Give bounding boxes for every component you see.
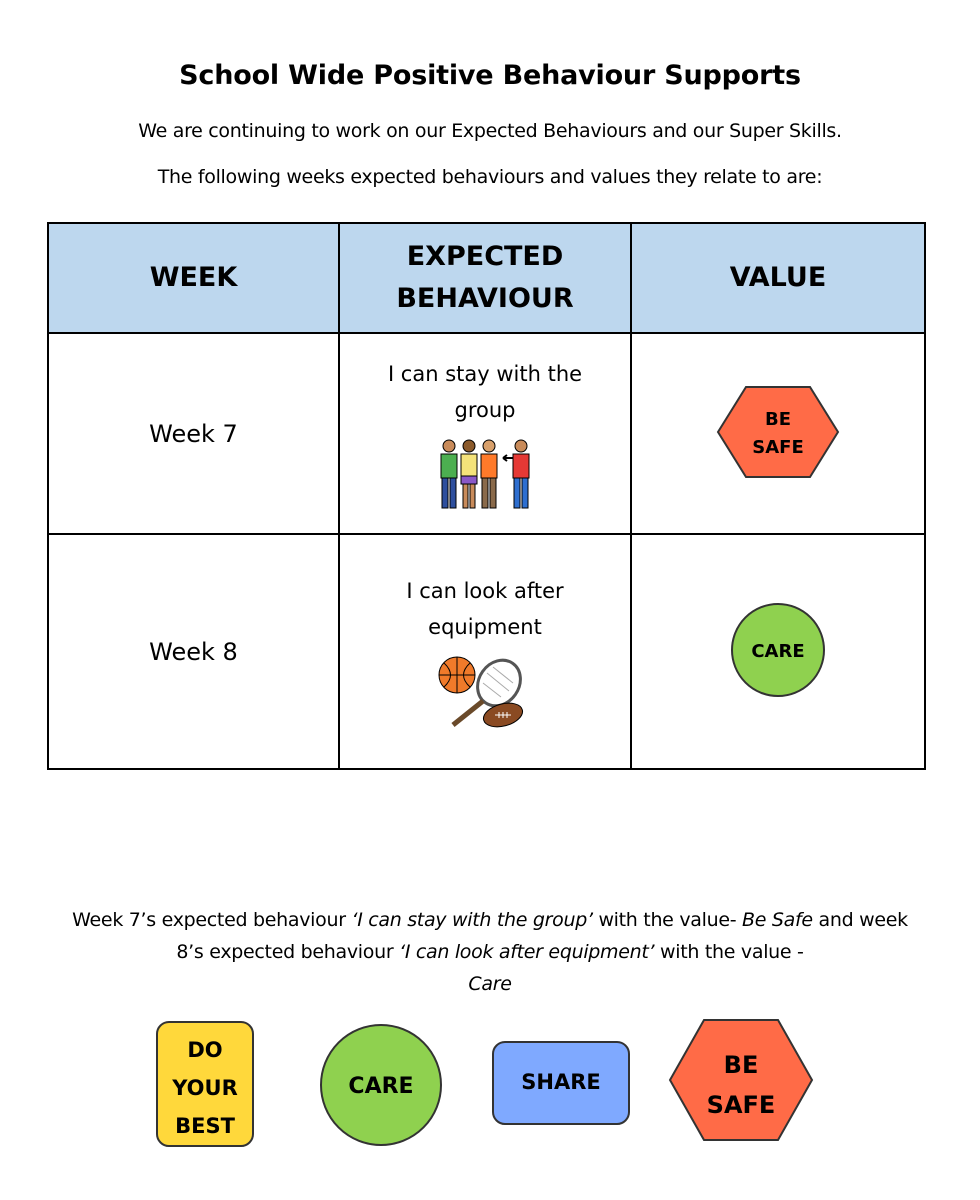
- badge-line-1: BE: [764, 408, 792, 430]
- table-header-row: [48, 223, 925, 333]
- behaviour-cell: [339, 534, 631, 769]
- summary-quote: ‘I can look after equipment’: [399, 941, 655, 963]
- badge-line: BE: [723, 1051, 759, 1079]
- week-cell: Week 8: [48, 534, 339, 769]
- behaviour-text: I can look after equipment: [406, 578, 564, 639]
- sports-equipment-icon: [437, 653, 533, 731]
- value-cell: [631, 333, 925, 534]
- values-row: [0, 1010, 980, 1160]
- intro-line-1: We are continuing to work on our Expected Behaviours and our Super Skills.: [138, 120, 842, 142]
- care-circle-icon: [728, 600, 828, 700]
- summary-text: and week 8’s expected behaviour: [176, 909, 908, 963]
- header-behaviour-line-2: BEHAVIOUR: [396, 283, 574, 314]
- badge-line: CARE: [348, 1074, 414, 1099]
- share-badge: [491, 1040, 631, 1126]
- be-safe-hexagon-icon: [716, 385, 840, 479]
- behaviour-cell: [339, 333, 631, 534]
- care-badge: [318, 1022, 444, 1148]
- badge-line-1: CARE: [751, 640, 805, 662]
- group-of-people-icon: [435, 436, 535, 512]
- badge-line: YOUR: [172, 1076, 238, 1100]
- table-row: [48, 333, 925, 534]
- summary-value: Care: [468, 973, 512, 995]
- intro-line-2: The following weeks expected behaviours and values they relate to are:: [157, 166, 823, 188]
- week-cell: Week 7: [48, 333, 339, 534]
- badge-line-2: SAFE: [752, 436, 804, 458]
- table-row: [48, 534, 925, 769]
- badge-line: SAFE: [706, 1091, 776, 1119]
- header-value: VALUE: [631, 223, 925, 333]
- summary-text: with the value -: [654, 941, 804, 963]
- summary-quote: ‘I can stay with the group’: [351, 909, 593, 931]
- page-title: School Wide Positive Behaviour Supports: [179, 60, 801, 91]
- header-behaviour-line-1: EXPECTED: [406, 241, 564, 272]
- summary-text: Week 7’s expected behaviour: [72, 909, 352, 931]
- do-your-best-badge: [155, 1020, 255, 1148]
- summary-text: with the value-: [592, 909, 743, 931]
- badge-line: BEST: [175, 1114, 235, 1138]
- behaviour-table: [47, 222, 926, 770]
- summary-paragraph: [60, 904, 920, 1000]
- value-cell: [631, 534, 925, 769]
- be-safe-badge: [668, 1018, 814, 1142]
- summary-value: Be Safe: [742, 909, 813, 931]
- behaviour-text: I can stay with the group: [387, 361, 583, 422]
- badge-line: DO: [187, 1038, 223, 1062]
- badge-line: SHARE: [521, 1070, 601, 1094]
- header-week: WEEK: [48, 223, 339, 333]
- header-expected-behaviour: [339, 223, 631, 333]
